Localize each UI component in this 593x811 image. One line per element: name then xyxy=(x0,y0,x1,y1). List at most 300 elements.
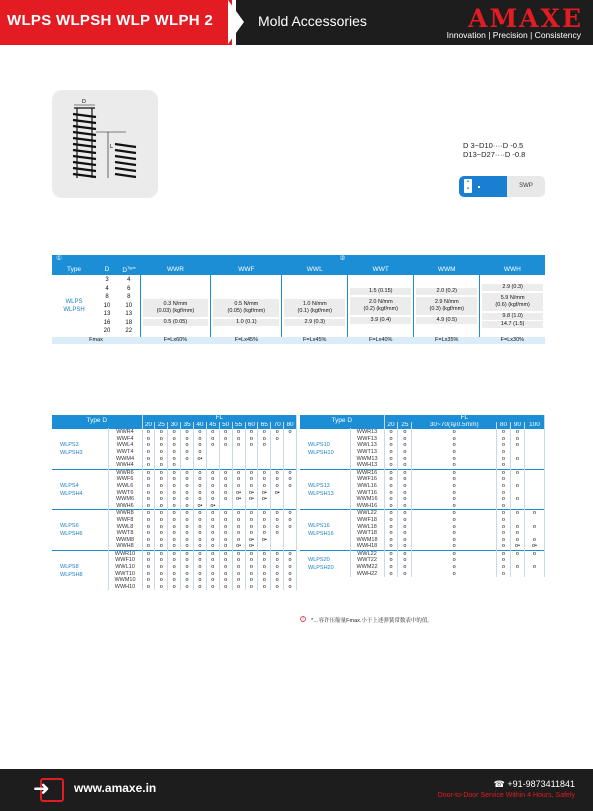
availability-cell: o xyxy=(219,543,232,550)
availability-cell: o xyxy=(496,550,510,557)
model-code: WWT8 xyxy=(108,530,142,537)
availability-cell: o xyxy=(168,436,181,443)
availability-cell xyxy=(510,557,524,564)
availability-cell: o xyxy=(142,456,155,463)
availability-cell: o xyxy=(232,557,245,564)
availability-cell: o xyxy=(232,550,245,557)
availability-cell: o• xyxy=(232,543,245,550)
availability-cell: o xyxy=(412,530,497,537)
model-code: WWT10 xyxy=(108,571,142,578)
availability-cell: o xyxy=(271,557,284,564)
svg-text:D: D xyxy=(82,99,86,105)
availability-cell: o xyxy=(181,490,194,497)
availability-cell: o xyxy=(194,496,207,503)
availability-cell: o xyxy=(181,571,194,578)
availability-cell: o xyxy=(524,550,544,557)
availability-cell xyxy=(524,449,544,456)
tolerance-note xyxy=(463,141,525,159)
availability-cell: o xyxy=(142,490,155,497)
model-code: WWL10 xyxy=(108,564,142,571)
availability-cell: o xyxy=(206,530,219,537)
availability-cell: o• xyxy=(245,543,258,550)
model-code: WWT18 xyxy=(350,530,384,537)
availability-cell: o xyxy=(142,537,155,544)
availability-cell: o xyxy=(219,524,232,531)
availability-cell: o xyxy=(496,490,510,497)
brand-tagline: Innovation | Precision | Consistency xyxy=(446,30,581,40)
availability-cell: o• xyxy=(206,503,219,510)
group-type: WLPS3 WLPSH3 xyxy=(52,429,108,470)
availability-cell: o xyxy=(510,530,524,537)
availability-cell: o xyxy=(496,530,510,537)
availability-cell: o xyxy=(271,584,284,591)
availability-cell: o xyxy=(398,564,412,571)
availability-cell: o xyxy=(384,550,398,557)
wwr-cell xyxy=(140,275,211,337)
availability-cell: o xyxy=(155,530,168,537)
col-type-sub: Type xyxy=(127,265,136,270)
availability-cell: o xyxy=(181,550,194,557)
fl-header: FL xyxy=(142,415,297,422)
share-arrow-icon[interactable]: ➜ xyxy=(33,778,50,800)
availability-cell: o xyxy=(155,584,168,591)
band-1: ① xyxy=(52,255,140,263)
availability-cell: o xyxy=(219,517,232,524)
availability-cell xyxy=(510,449,524,456)
availability-cell: o xyxy=(168,483,181,490)
availability-cell: o xyxy=(168,550,181,557)
availability-cell: o xyxy=(194,517,207,524)
availability-cell: o xyxy=(398,550,412,557)
availability-cell xyxy=(206,462,219,469)
wwr-mid: 0.3 N/mm (0.03) (kgf/mm) xyxy=(143,299,209,317)
availability-cell: o xyxy=(142,530,155,537)
availability-cell: o xyxy=(284,564,297,571)
availability-cell: o xyxy=(181,476,194,483)
availability-cell: o xyxy=(412,442,497,449)
d-value: 16 xyxy=(103,319,111,326)
phone-text: +91-9873411841 xyxy=(507,779,575,789)
availability-cell: o xyxy=(496,543,510,550)
availability-cell: o xyxy=(258,483,271,490)
availability-cell: o xyxy=(194,571,207,578)
table-row xyxy=(52,510,297,517)
availability-cell: o• xyxy=(258,490,271,497)
availability-cell: o xyxy=(219,496,232,503)
availability-cell: o xyxy=(398,456,412,463)
availability-cell: o xyxy=(181,456,194,463)
availability-cell: o xyxy=(271,517,284,524)
wwm-top: 2.0 (0.2) xyxy=(416,288,477,295)
availability-cell xyxy=(194,462,207,469)
availability-cell xyxy=(524,490,544,497)
availability-cell: o xyxy=(206,510,219,517)
availability-cell: o xyxy=(271,476,284,483)
model-code: WWM8 xyxy=(108,537,142,544)
header-arrow-divider xyxy=(228,0,244,44)
availability-cell xyxy=(245,503,258,510)
model-code: WWH18 xyxy=(350,543,384,550)
availability-cell: o xyxy=(168,537,181,544)
type-d-header: Type D xyxy=(300,415,384,429)
table-row xyxy=(300,469,545,476)
availability-cell: o xyxy=(168,469,181,476)
availability-cell: o xyxy=(496,483,510,490)
availability-cell: o xyxy=(510,550,524,557)
availability-cell: o xyxy=(168,496,181,503)
availability-cell: o xyxy=(384,564,398,571)
availability-cell: o xyxy=(181,517,194,524)
availability-cell: o xyxy=(245,577,258,584)
availability-cell: o xyxy=(284,577,297,584)
availability-cell: o xyxy=(181,429,194,436)
availability-cell: o xyxy=(398,429,412,436)
availability-cell: o xyxy=(496,524,510,531)
availability-cell: o xyxy=(168,510,181,517)
availability-cell: o xyxy=(412,483,497,490)
wwf-bot: 1.0 (0.1) xyxy=(213,319,279,326)
fl-value-header: 25 xyxy=(398,422,412,429)
model-code: WWH10 xyxy=(108,584,142,591)
availability-cell: o xyxy=(181,577,194,584)
page-title: WLPS WLPSH WLP WLPH 2 xyxy=(7,12,214,29)
availability-cell: o xyxy=(206,550,219,557)
switch-swp-label[interactable]: SWP xyxy=(507,176,545,197)
availability-cell: o xyxy=(384,571,398,578)
availability-cell xyxy=(219,462,232,469)
availability-cell: o xyxy=(155,496,168,503)
model-code: WWT16 xyxy=(350,490,384,497)
availability-cell: o xyxy=(245,429,258,436)
availability-cell: o xyxy=(510,442,524,449)
website-link[interactable]: www.amaxe.in xyxy=(74,781,157,795)
availability-cell xyxy=(245,456,258,463)
availability-cell xyxy=(284,456,297,463)
model-code: WWL18 xyxy=(350,524,384,531)
table-row xyxy=(300,429,545,436)
availability-cell: o xyxy=(194,483,207,490)
model-code: WWR4 xyxy=(108,429,142,436)
availability-cell: o xyxy=(168,517,181,524)
col-wwl: WWL xyxy=(282,263,348,275)
availability-cell: o xyxy=(384,503,398,510)
availability-cell xyxy=(258,543,271,550)
availability-cell: o xyxy=(142,571,155,578)
fl-value-header: 100 xyxy=(524,422,544,429)
availability-cell: o xyxy=(168,584,181,591)
availability-cell xyxy=(271,503,284,510)
availability-cell: o xyxy=(412,469,497,476)
availability-cell: o xyxy=(168,449,181,456)
availability-cell: o xyxy=(412,524,497,531)
spring-illustration xyxy=(52,90,158,198)
availability-cell xyxy=(271,537,284,544)
availability-cell xyxy=(524,436,544,443)
model-code: WWF13 xyxy=(350,436,384,443)
spec-body-row xyxy=(52,275,545,337)
availability-cell: o xyxy=(412,571,497,578)
availability-cell xyxy=(284,537,297,544)
availability-cell: o xyxy=(496,517,510,524)
availability-cell: o xyxy=(194,429,207,436)
availability-cell: o xyxy=(284,571,297,578)
d2-value: 6 xyxy=(127,285,131,292)
availability-cell: o xyxy=(181,524,194,531)
type-name: WLPS WLPSH xyxy=(52,275,96,337)
wwm-bot: 4.9 (0.5) xyxy=(416,317,477,324)
availability-cell: o xyxy=(398,469,412,476)
availability-cell: o xyxy=(384,557,398,564)
availability-cell: o xyxy=(258,510,271,517)
fl-header-row xyxy=(52,415,297,422)
availability-cell: o xyxy=(271,524,284,531)
group-type: WLPS16 WLPSH16 xyxy=(300,510,350,551)
availability-cell: o xyxy=(155,557,168,564)
col-d2 xyxy=(118,263,140,275)
col-wwf: WWF xyxy=(211,263,282,275)
availability-cell: o xyxy=(206,517,219,524)
availability-cell: o xyxy=(284,483,297,490)
availability-cell: o xyxy=(384,543,398,550)
fl-value-header: 45 xyxy=(206,422,219,429)
availability-cell xyxy=(510,571,524,578)
availability-cell: o xyxy=(510,510,524,517)
table-row xyxy=(52,550,297,557)
availability-cell: o xyxy=(510,496,524,503)
availability-cell: o xyxy=(194,436,207,443)
model-code: WWH8 xyxy=(108,543,142,550)
availability-cell: o xyxy=(219,550,232,557)
availability-cell: o xyxy=(398,517,412,524)
availability-cell: o xyxy=(245,469,258,476)
availability-cell: o xyxy=(412,436,497,443)
col-type: Type xyxy=(52,263,96,275)
availability-cell: o xyxy=(194,543,207,550)
availability-cell: o xyxy=(496,456,510,463)
availability-cell: o xyxy=(258,436,271,443)
availability-cell xyxy=(524,429,544,436)
wwm-cell xyxy=(414,275,480,337)
availability-cell: o xyxy=(232,469,245,476)
availability-cell: o xyxy=(219,530,232,537)
availability-cell: o xyxy=(496,564,510,571)
availability-cell: o xyxy=(496,503,510,510)
availability-cell: o xyxy=(155,524,168,531)
availability-cell xyxy=(524,530,544,537)
availability-cell: o• xyxy=(232,490,245,497)
availability-cell: o xyxy=(181,543,194,550)
wwh-bot: 14.7 (1.5) xyxy=(482,321,543,328)
availability-cell: o xyxy=(412,537,497,544)
availability-cell: o xyxy=(384,429,398,436)
availability-cell: o xyxy=(168,543,181,550)
model-code: WWM16 xyxy=(350,496,384,503)
availability-cell: o• xyxy=(194,456,207,463)
availability-cell: o xyxy=(206,584,219,591)
availability-cell xyxy=(258,456,271,463)
fl-header: FL xyxy=(384,415,545,422)
availability-cell xyxy=(510,517,524,524)
availability-cell: o xyxy=(510,436,524,443)
availability-cell: o xyxy=(496,449,510,456)
wwt-cell xyxy=(348,275,414,337)
wwh-mid2: 9.8 (1.0) xyxy=(482,313,543,320)
availability-cell xyxy=(510,476,524,483)
availability-cell: o xyxy=(194,557,207,564)
availability-cell: o xyxy=(510,524,524,531)
availability-cell: o xyxy=(142,462,155,469)
svg-text:L: L xyxy=(110,144,113,150)
availability-cell: o xyxy=(398,510,412,517)
availability-cell: o xyxy=(194,537,207,544)
fmax-wwr: F=Lx60% xyxy=(140,337,211,344)
availability-cell: o xyxy=(398,436,412,443)
availability-cell: o xyxy=(219,483,232,490)
availability-cell xyxy=(524,469,544,476)
availability-cell: o xyxy=(219,557,232,564)
availability-cell: o xyxy=(496,469,510,476)
availability-cell xyxy=(284,503,297,510)
availability-cell: o xyxy=(245,524,258,531)
fmax-row xyxy=(52,337,545,344)
availability-cell: o• xyxy=(524,543,544,550)
availability-cell xyxy=(524,456,544,463)
group-type: WLPS10 WLPSH10 xyxy=(300,429,350,470)
availability-cell xyxy=(206,456,219,463)
model-code: WWR16 xyxy=(350,469,384,476)
availability-cell: o xyxy=(496,429,510,436)
col-wwr: WWR xyxy=(140,263,211,275)
availability-cell: o xyxy=(271,571,284,578)
availability-cell: o xyxy=(271,510,284,517)
availability-cell: o xyxy=(398,543,412,550)
availability-cell: o xyxy=(194,524,207,531)
fmax-wwf: F=Lx45% xyxy=(211,337,282,344)
phone-icon: ☎ xyxy=(493,779,508,789)
availability-cell: o xyxy=(232,577,245,584)
availability-cell xyxy=(284,496,297,503)
availability-cell: o xyxy=(412,557,497,564)
availability-cell: o xyxy=(384,496,398,503)
table-row xyxy=(52,469,297,476)
availability-cell: o xyxy=(155,537,168,544)
availability-cell: o xyxy=(412,564,497,571)
availability-cell xyxy=(524,483,544,490)
d2-value: 8 xyxy=(127,294,131,301)
availability-cell: o xyxy=(155,571,168,578)
availability-cell: o xyxy=(384,490,398,497)
availability-cell: o xyxy=(271,530,284,537)
fl-value-header: 20 xyxy=(384,422,398,429)
fl-value-header: 35 xyxy=(181,422,194,429)
availability-cell: o xyxy=(384,537,398,544)
availability-cell: o• xyxy=(194,503,207,510)
availability-cell xyxy=(524,517,544,524)
availability-cell: o xyxy=(142,436,155,443)
fl-value-header: 20 xyxy=(142,422,155,429)
availability-cell: o xyxy=(142,442,155,449)
availability-cell: o xyxy=(398,530,412,537)
availability-cell: o xyxy=(232,524,245,531)
d-value: 13 xyxy=(103,311,111,318)
d-values xyxy=(96,275,118,337)
availability-cell xyxy=(206,449,219,456)
d2-value: 22 xyxy=(125,328,133,335)
model-code: WWM6 xyxy=(108,496,142,503)
availability-cell: o xyxy=(194,469,207,476)
fl-value-header: 55 xyxy=(232,422,245,429)
availability-cell: o xyxy=(194,564,207,571)
availability-cell: o xyxy=(219,442,232,449)
availability-cell: o xyxy=(194,530,207,537)
availability-cell: o xyxy=(384,524,398,531)
availability-cell xyxy=(271,462,284,469)
availability-cell: o xyxy=(219,537,232,544)
availability-cell: o xyxy=(384,462,398,469)
availability-cell: o xyxy=(194,476,207,483)
availability-cell xyxy=(510,462,524,469)
availability-cell: o xyxy=(245,584,258,591)
availability-cell: o xyxy=(258,550,271,557)
model-code: WWL6 xyxy=(108,483,142,490)
availability-cell: o xyxy=(245,510,258,517)
availability-cell: o xyxy=(258,577,271,584)
availability-cell: o xyxy=(245,550,258,557)
availability-cell: o• xyxy=(245,490,258,497)
tolerance-line-1: D 3~D10····D -0.5 xyxy=(463,141,524,150)
model-code: WWT4 xyxy=(108,449,142,456)
fl-value-header: 90 xyxy=(510,422,524,429)
availability-cell: o xyxy=(206,537,219,544)
availability-cell: o xyxy=(219,476,232,483)
availability-cell: o xyxy=(412,449,497,456)
availability-cell: o xyxy=(524,537,544,544)
d2-value: 10 xyxy=(125,302,133,309)
availability-cell: o xyxy=(155,462,168,469)
availability-cell: o xyxy=(398,537,412,544)
availability-cell: o xyxy=(524,510,544,517)
availability-cell: o xyxy=(271,564,284,571)
model-code: WWF8 xyxy=(108,517,142,524)
availability-cell: o xyxy=(232,564,245,571)
availability-cell: o xyxy=(219,490,232,497)
fl-value-header: 25 xyxy=(155,422,168,429)
availability-cell: o xyxy=(384,530,398,537)
availability-cell: o xyxy=(258,530,271,537)
fl-value-header: 65 xyxy=(258,422,271,429)
model-code: WWM18 xyxy=(350,537,384,544)
availability-cell: o xyxy=(398,503,412,510)
free-length-table-left xyxy=(52,415,297,590)
availability-cell: o xyxy=(168,577,181,584)
availability-cell: o xyxy=(155,469,168,476)
model-code: WWF18 xyxy=(350,517,384,524)
wwl-cell xyxy=(282,275,348,337)
availability-cell: o xyxy=(206,490,219,497)
availability-cell xyxy=(258,462,271,469)
availability-cell: o xyxy=(142,469,155,476)
availability-cell: o xyxy=(194,449,207,456)
availability-cell: o xyxy=(206,476,219,483)
availability-cell: o xyxy=(168,456,181,463)
availability-cell: o xyxy=(181,503,194,510)
availability-cell: o xyxy=(412,429,497,436)
availability-cell: o xyxy=(206,469,219,476)
model-code: WWL16 xyxy=(350,483,384,490)
availability-cell: o xyxy=(168,429,181,436)
availability-cell: o xyxy=(524,524,544,531)
availability-cell: o xyxy=(155,517,168,524)
